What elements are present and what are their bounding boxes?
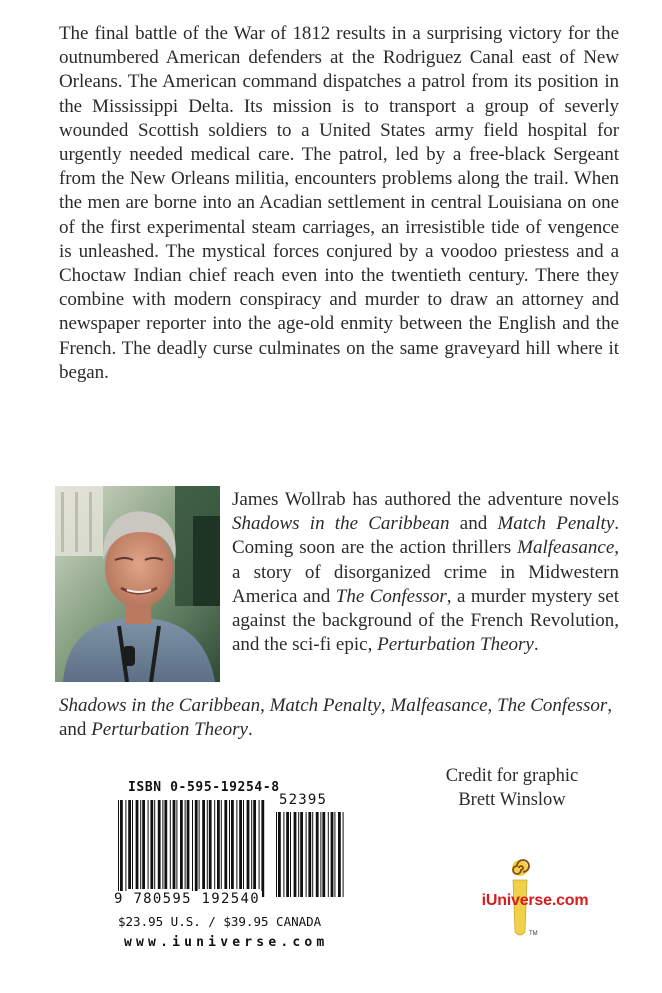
barcode-bar xyxy=(162,800,163,889)
ean-barcode xyxy=(118,800,266,897)
website-line: www.iuniverse.com xyxy=(124,935,329,950)
author-photo xyxy=(55,486,220,682)
synopsis-paragraph: The final battle of the War of 1812 results in a surprising victory for the outnumbered American defenders at the Rodriguez Canal east of New Orleans. The American command dispatches a patrol from its position in the Mississippi Delta. Its mission is to transport a group of severly wounded Scottish soldiers to a United States army field hospital for urgently needed medical care. The patrol, led by a free-black Sergeant from the New Orleans militia, encounters problems along the trail. When the men are borne into an Acadian settlement in central Louisiana on one of the first experimental steam carriages, an irresistible tide of vengence is unleashed. The mystical forces conjured by a voodoo priestess and a Choctaw Indian chief reach even into the twentieth century. There they combine with modern conspiracy and murder to draw an attorney and newspaper reporter into the age-old enmity between the English and the French. The deadly curse culminates on the same graveyard hill where it began. xyxy=(59,23,619,383)
barcode-bar xyxy=(224,800,227,889)
barcode-bar xyxy=(283,812,284,897)
trademark-mark: TM xyxy=(529,931,538,937)
barcode-bar xyxy=(128,800,131,889)
book-separator: , xyxy=(380,695,391,716)
barcode-bar xyxy=(243,800,244,889)
barcode-bar xyxy=(300,812,303,897)
barcode-bar xyxy=(199,800,200,889)
barcode-bar xyxy=(306,812,307,897)
price-line: $23.95 U.S. / $39.95 CANADA xyxy=(118,914,322,929)
barcode-bar xyxy=(125,800,126,897)
bio-title: Shadows in the Caribbean xyxy=(232,513,450,535)
swirl-icon xyxy=(512,860,529,876)
barcode-bar xyxy=(259,800,260,889)
book-separator: , xyxy=(487,695,497,716)
barcode-bar xyxy=(286,812,289,897)
barcode-bar xyxy=(312,812,313,897)
book-title: Perturbation Theory xyxy=(91,719,248,741)
barcode-bar xyxy=(316,812,319,897)
publisher-logo xyxy=(480,858,590,938)
barcode-bar xyxy=(239,800,242,889)
bio-title: Malfeasance xyxy=(517,537,615,559)
barcode-bar xyxy=(261,800,264,897)
bio-text: James Wollrab has authored the adventure novels xyxy=(232,489,619,510)
barcode-bar xyxy=(236,800,237,889)
barcode-bar xyxy=(308,812,311,897)
barcode-bar xyxy=(154,800,155,889)
publisher-logo-text: iUniverse.com xyxy=(481,892,589,909)
book-title: Match Penalty xyxy=(269,695,381,716)
book-separator: , xyxy=(607,695,613,716)
barcode-bar xyxy=(320,812,321,897)
barcode-bar xyxy=(132,800,133,889)
barcode-bar xyxy=(276,812,277,897)
barcode-bar xyxy=(120,800,123,897)
barcode-bar xyxy=(221,800,222,889)
credit-line: Credit for graphic xyxy=(445,766,579,786)
barcode-bar xyxy=(343,812,344,897)
barcode-bar xyxy=(322,812,325,897)
barcode-bar xyxy=(118,800,119,897)
bio-text: , a story of disorganized crime in Midwestern America and xyxy=(232,537,619,607)
bio-text: . xyxy=(533,634,539,656)
barcode-bar xyxy=(170,800,171,889)
barcode-bar xyxy=(185,800,186,889)
barcode-bar xyxy=(334,812,335,897)
book-separator: , xyxy=(260,695,270,716)
graphic-credit xyxy=(420,764,604,812)
barcode-bar xyxy=(328,812,329,897)
book-title: Malfeasance xyxy=(390,695,488,716)
barcode-bar xyxy=(136,800,139,889)
barcode-bar xyxy=(290,812,291,897)
barcode-bar xyxy=(140,800,141,889)
barcode-bar xyxy=(298,812,299,897)
barcode-bar xyxy=(214,800,215,889)
barcode-bar xyxy=(247,800,250,889)
barcode-bar xyxy=(192,800,193,897)
author-bio xyxy=(232,488,619,657)
barcode-bar xyxy=(202,800,205,889)
barcode-bar xyxy=(158,800,161,889)
barcode-bar xyxy=(142,800,145,889)
barcode-bar xyxy=(253,800,256,889)
credit-name: Brett Winslow xyxy=(458,790,566,810)
barcode-bar xyxy=(180,800,183,889)
addon-barcode xyxy=(276,812,345,897)
barcode-bar xyxy=(164,800,167,889)
book-list xyxy=(59,694,619,742)
barcode-bar xyxy=(195,800,198,897)
book-title: Shadows in the Caribbean xyxy=(59,695,261,716)
bio-title: The Confessor xyxy=(335,585,447,607)
bio-text: . Coming soon are the action thrillers xyxy=(232,513,620,559)
book-separator: . xyxy=(247,719,253,741)
isbn-label: ISBN 0-595-19254-8 xyxy=(128,780,280,795)
book-separator: and xyxy=(59,719,92,741)
barcode-bar xyxy=(150,800,153,889)
barcode-bar xyxy=(217,800,220,889)
bio-title: Perturbation Theory xyxy=(377,634,534,656)
price-addon-digits: 52395 xyxy=(279,792,328,808)
barcode-bar xyxy=(187,800,190,889)
barcode-bar xyxy=(207,800,208,889)
barcode-bar xyxy=(209,800,212,889)
barcode-bar xyxy=(331,812,334,897)
bio-text: , a murder mystery set against the background of the French Revolution, and the sci-fi epic, xyxy=(232,585,619,656)
barcode-bar xyxy=(278,812,281,897)
barcode-bar xyxy=(173,800,176,889)
barcode-bar xyxy=(176,800,177,889)
barcode-bar xyxy=(229,800,230,889)
book-title: The Confessor xyxy=(497,695,608,716)
bio-title: Match Penalty xyxy=(497,513,615,535)
bio-text: and xyxy=(449,513,498,535)
barcode-bar xyxy=(251,800,252,889)
barcode-bar xyxy=(148,800,149,889)
barcode-bar xyxy=(231,800,234,889)
barcode-bar xyxy=(294,812,297,897)
barcode-bar xyxy=(338,812,341,897)
ean-digits: 9 780595 192540 xyxy=(114,891,260,907)
